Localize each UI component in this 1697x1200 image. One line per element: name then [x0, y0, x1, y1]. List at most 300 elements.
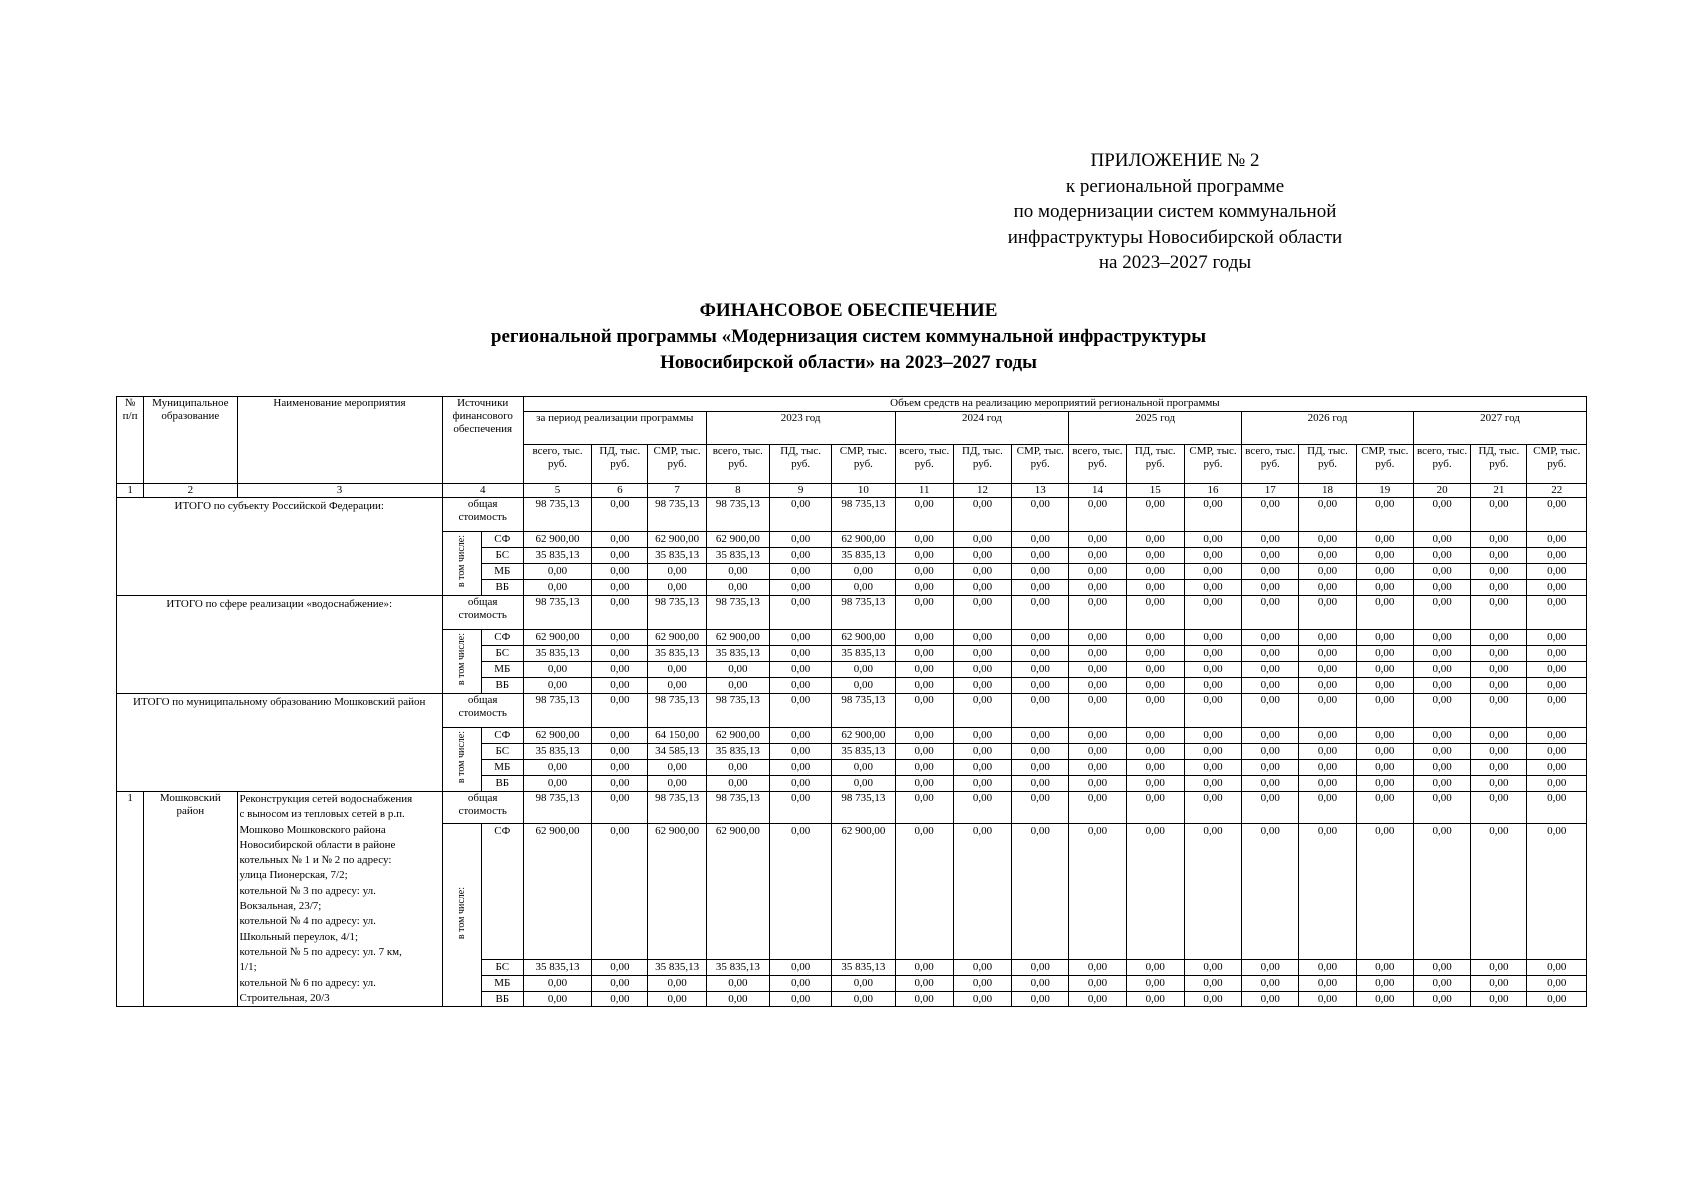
- value-cell: 0,00: [769, 728, 831, 744]
- value-cell: 0,00: [648, 678, 706, 694]
- activity-name-line: Вокзальная, 23/7;: [239, 900, 322, 913]
- activity-name-line: котельной № 3 по адресу: ул.: [239, 884, 376, 897]
- value-cell: 0,00: [1471, 976, 1527, 992]
- value-cell: 0,00: [592, 548, 648, 564]
- financing-table: [116, 396, 1587, 1007]
- total-cost-label: общая стоимость: [442, 498, 523, 532]
- value-cell: 0,00: [769, 744, 831, 760]
- value-cell: 0,00: [1069, 992, 1126, 1007]
- subheader-cell: СМР, тыс. руб.: [1527, 445, 1587, 484]
- value-cell: 62 900,00: [523, 824, 591, 960]
- value-cell: 0,00: [1527, 532, 1587, 548]
- value-cell: 0,00: [1012, 580, 1069, 596]
- activity-name-line: котельной № 6 по адресу: ул.: [239, 976, 376, 989]
- value-cell: 0,00: [1413, 580, 1470, 596]
- subheader-cell: всего, тыс. руб.: [706, 445, 769, 484]
- value-cell: 0,00: [1184, 760, 1241, 776]
- value-cell: 0,00: [1299, 792, 1356, 824]
- source-code: БС: [481, 960, 523, 976]
- source-code: ВБ: [481, 580, 523, 596]
- value-cell: 0,00: [1413, 824, 1470, 960]
- subheader-cell: ПД, тыс. руб.: [1126, 445, 1184, 484]
- value-cell: 0,00: [1413, 976, 1470, 992]
- value-cell: 0,00: [1471, 564, 1527, 580]
- value-cell: 0,00: [1356, 976, 1413, 992]
- value-cell: 0,00: [1242, 776, 1299, 792]
- value-cell: 0,00: [592, 678, 648, 694]
- subheader-cell: СМР, тыс. руб.: [832, 445, 895, 484]
- value-cell: 0,00: [1012, 630, 1069, 646]
- value-cell: 0,00: [832, 580, 895, 596]
- value-cell: 0,00: [1184, 532, 1241, 548]
- value-cell: 0,00: [1299, 744, 1356, 760]
- appendix-line: на 2023–2027 годы: [1098, 252, 1252, 273]
- column-number: 2: [144, 484, 237, 498]
- value-cell: 0,00: [592, 630, 648, 646]
- total-cost-label: общая стоимость: [442, 596, 523, 630]
- value-cell: 0,00: [1356, 548, 1413, 564]
- value-cell: 0,00: [1527, 976, 1587, 992]
- value-cell: 0,00: [1184, 792, 1241, 824]
- value-cell: 0,00: [1356, 792, 1413, 824]
- activity-name: [237, 792, 442, 1007]
- value-cell: 0,00: [1413, 744, 1470, 760]
- value-cell: 0,00: [769, 992, 831, 1007]
- value-cell: 0,00: [1413, 760, 1470, 776]
- value-cell: 0,00: [1413, 960, 1470, 976]
- value-cell: 35 835,13: [706, 646, 769, 662]
- value-cell: 0,00: [1012, 976, 1069, 992]
- value-cell: 0,00: [1069, 792, 1126, 824]
- subheader-cell: всего, тыс. руб.: [1069, 445, 1126, 484]
- column-number: 9: [769, 484, 831, 498]
- value-cell: 0,00: [1527, 662, 1587, 678]
- value-cell: 0,00: [1413, 662, 1470, 678]
- value-cell: 0,00: [592, 564, 648, 580]
- value-cell: 62 900,00: [832, 532, 895, 548]
- value-cell: 0,00: [769, 596, 831, 630]
- value-cell: 0,00: [895, 630, 953, 646]
- value-cell: 0,00: [953, 824, 1011, 960]
- value-cell: 0,00: [1126, 662, 1184, 678]
- value-cell: 0,00: [706, 564, 769, 580]
- value-cell: 98 735,13: [832, 498, 895, 532]
- table-body: [117, 397, 1587, 1007]
- column-number: 12: [953, 484, 1011, 498]
- column-number: 11: [895, 484, 953, 498]
- section-title: ИТОГО по субъекту Российской Федерации:: [117, 498, 443, 596]
- value-cell: 0,00: [1299, 976, 1356, 992]
- value-cell: 0,00: [1299, 662, 1356, 678]
- value-cell: 0,00: [592, 580, 648, 596]
- value-cell: 0,00: [895, 662, 953, 678]
- value-cell: 0,00: [895, 992, 953, 1007]
- value-cell: 98 735,13: [523, 792, 591, 824]
- value-cell: 0,00: [1356, 694, 1413, 728]
- value-cell: 34 585,13: [648, 744, 706, 760]
- value-cell: 0,00: [953, 580, 1011, 596]
- value-cell: 0,00: [1527, 694, 1587, 728]
- value-cell: 62 900,00: [832, 824, 895, 960]
- value-cell: 62 900,00: [706, 824, 769, 960]
- value-cell: 0,00: [1069, 596, 1126, 630]
- value-cell: 0,00: [1413, 678, 1470, 694]
- value-cell: 98 735,13: [648, 596, 706, 630]
- value-cell: 0,00: [1069, 976, 1126, 992]
- value-cell: 0,00: [1126, 548, 1184, 564]
- source-code: МБ: [481, 976, 523, 992]
- value-cell: 0,00: [1471, 678, 1527, 694]
- activity-name-line: 1/1;: [239, 961, 257, 974]
- value-cell: 98 735,13: [706, 694, 769, 728]
- value-cell: 0,00: [1012, 498, 1069, 532]
- column-number: 4: [442, 484, 523, 498]
- value-cell: 0,00: [1299, 646, 1356, 662]
- value-cell: 0,00: [1126, 976, 1184, 992]
- value-cell: 0,00: [1413, 776, 1470, 792]
- value-cell: 0,00: [592, 498, 648, 532]
- value-cell: 0,00: [1299, 580, 1356, 596]
- value-cell: 0,00: [1184, 744, 1241, 760]
- value-cell: 0,00: [592, 960, 648, 976]
- subheader-cell: всего, тыс. руб.: [895, 445, 953, 484]
- value-cell: 0,00: [1069, 694, 1126, 728]
- value-cell: 0,00: [1471, 630, 1527, 646]
- value-cell: 0,00: [1242, 646, 1299, 662]
- value-cell: 0,00: [1012, 662, 1069, 678]
- value-cell: 35 835,13: [523, 960, 591, 976]
- activity-name-line: котельных № 1 и № 2 по адресу:: [239, 854, 392, 867]
- value-cell: 0,00: [769, 960, 831, 976]
- source-code: СФ: [481, 824, 523, 960]
- value-cell: 0,00: [706, 976, 769, 992]
- value-cell: 0,00: [895, 792, 953, 824]
- value-cell: 0,00: [592, 532, 648, 548]
- value-cell: 0,00: [1012, 824, 1069, 960]
- value-cell: 0,00: [895, 548, 953, 564]
- value-cell: 0,00: [1184, 580, 1241, 596]
- value-cell: 0,00: [1299, 992, 1356, 1007]
- value-cell: 0,00: [1012, 728, 1069, 744]
- value-cell: 0,00: [706, 760, 769, 776]
- value-cell: 0,00: [1242, 498, 1299, 532]
- value-cell: 0,00: [1471, 824, 1527, 960]
- value-cell: 0,00: [1242, 992, 1299, 1007]
- value-cell: 0,00: [832, 662, 895, 678]
- value-cell: 0,00: [1126, 792, 1184, 824]
- value-cell: 0,00: [1413, 728, 1470, 744]
- value-cell: 0,00: [1471, 580, 1527, 596]
- value-cell: 0,00: [1012, 792, 1069, 824]
- value-cell: 0,00: [953, 744, 1011, 760]
- value-cell: 35 835,13: [706, 744, 769, 760]
- value-cell: 0,00: [1471, 532, 1527, 548]
- subheader-cell: ПД, тыс. руб.: [592, 445, 648, 484]
- value-cell: 0,00: [1242, 662, 1299, 678]
- column-number: 13: [1012, 484, 1069, 498]
- value-cell: 0,00: [895, 646, 953, 662]
- value-cell: 0,00: [1356, 596, 1413, 630]
- value-cell: 0,00: [1413, 498, 1470, 532]
- source-code: ВБ: [481, 776, 523, 792]
- header-municipality: Муниципальное образование: [144, 397, 237, 484]
- value-cell: 62 900,00: [832, 728, 895, 744]
- value-cell: 0,00: [1242, 824, 1299, 960]
- value-cell: 0,00: [1356, 662, 1413, 678]
- activity-number: 1: [117, 792, 144, 1007]
- value-cell: 0,00: [1069, 564, 1126, 580]
- activity-total-row: [117, 792, 1587, 824]
- activity-name-line: Школьный переулок, 4/1;: [239, 930, 359, 943]
- value-cell: 0,00: [1012, 776, 1069, 792]
- subheader-cell: СМР, тыс. руб.: [1356, 445, 1413, 484]
- value-cell: 0,00: [1126, 630, 1184, 646]
- value-cell: 0,00: [895, 564, 953, 580]
- value-cell: 0,00: [1012, 596, 1069, 630]
- value-cell: 0,00: [1299, 678, 1356, 694]
- including-label-cell: [442, 728, 481, 792]
- column-number: 22: [1527, 484, 1587, 498]
- value-cell: 0,00: [1356, 646, 1413, 662]
- value-cell: 62 900,00: [706, 630, 769, 646]
- value-cell: 0,00: [1356, 532, 1413, 548]
- value-cell: 62 900,00: [648, 824, 706, 960]
- value-cell: 0,00: [1299, 760, 1356, 776]
- value-cell: 0,00: [1184, 548, 1241, 564]
- value-cell: 35 835,13: [523, 744, 591, 760]
- value-cell: 98 735,13: [523, 498, 591, 532]
- value-cell: 0,00: [832, 776, 895, 792]
- value-cell: 0,00: [1356, 960, 1413, 976]
- value-cell: 0,00: [1413, 646, 1470, 662]
- value-cell: 0,00: [648, 992, 706, 1007]
- subheader-cell: всего, тыс. руб.: [1413, 445, 1470, 484]
- value-cell: 35 835,13: [648, 960, 706, 976]
- value-cell: 0,00: [1012, 548, 1069, 564]
- appendix-block: [965, 148, 1385, 276]
- value-cell: 0,00: [769, 498, 831, 532]
- value-cell: 0,00: [1242, 760, 1299, 776]
- value-cell: 0,00: [1069, 960, 1126, 976]
- value-cell: 0,00: [1184, 992, 1241, 1007]
- value-cell: 0,00: [1126, 678, 1184, 694]
- value-cell: 0,00: [1012, 646, 1069, 662]
- value-cell: 0,00: [895, 976, 953, 992]
- activity-name-line: Реконструкция сетей водоснабжения: [239, 793, 413, 805]
- source-code: СФ: [481, 728, 523, 744]
- value-cell: 0,00: [953, 960, 1011, 976]
- value-cell: 0,00: [769, 824, 831, 960]
- source-code: СФ: [481, 630, 523, 646]
- value-cell: 0,00: [1471, 744, 1527, 760]
- column-number: 17: [1242, 484, 1299, 498]
- value-cell: 0,00: [1242, 678, 1299, 694]
- value-cell: 0,00: [1527, 744, 1587, 760]
- header-period: 2027 год: [1413, 412, 1586, 445]
- value-cell: 0,00: [523, 992, 591, 1007]
- value-cell: 0,00: [1242, 532, 1299, 548]
- value-cell: 0,00: [769, 776, 831, 792]
- value-cell: 0,00: [706, 678, 769, 694]
- value-cell: 0,00: [953, 630, 1011, 646]
- value-cell: 64 150,00: [648, 728, 706, 744]
- activity-name-line: Новосибирской области в районе: [239, 838, 396, 851]
- value-cell: 0,00: [1356, 678, 1413, 694]
- value-cell: 0,00: [1242, 960, 1299, 976]
- source-code: БС: [481, 646, 523, 662]
- source-code: МБ: [481, 760, 523, 776]
- activity-name-line: котельной № 5 по адресу: ул. 7 км,: [239, 945, 402, 958]
- subheader-cell: ПД, тыс. руб.: [769, 445, 831, 484]
- value-cell: 0,00: [1126, 992, 1184, 1007]
- value-cell: 0,00: [1184, 596, 1241, 630]
- value-cell: 0,00: [1126, 532, 1184, 548]
- value-cell: 0,00: [1413, 630, 1470, 646]
- value-cell: 0,00: [1299, 548, 1356, 564]
- value-cell: 0,00: [523, 776, 591, 792]
- value-cell: 0,00: [648, 580, 706, 596]
- value-cell: 0,00: [1299, 630, 1356, 646]
- value-cell: 0,00: [895, 596, 953, 630]
- value-cell: 0,00: [1126, 824, 1184, 960]
- value-cell: 0,00: [1299, 596, 1356, 630]
- appendix-line: инфраструктуры Новосибирской области: [1007, 226, 1343, 248]
- value-cell: 0,00: [1527, 960, 1587, 976]
- value-cell: 0,00: [1184, 498, 1241, 532]
- value-cell: 0,00: [1069, 662, 1126, 678]
- value-cell: 0,00: [1527, 646, 1587, 662]
- value-cell: 98 735,13: [832, 596, 895, 630]
- value-cell: 98 735,13: [648, 694, 706, 728]
- value-cell: 0,00: [1126, 744, 1184, 760]
- source-code: БС: [481, 548, 523, 564]
- value-cell: 0,00: [953, 694, 1011, 728]
- appendix-line: по модернизации систем коммунальной: [1013, 201, 1337, 222]
- source-code: БС: [481, 744, 523, 760]
- value-cell: 0,00: [895, 694, 953, 728]
- value-cell: 98 735,13: [832, 792, 895, 824]
- value-cell: 0,00: [895, 960, 953, 976]
- value-cell: 0,00: [706, 992, 769, 1007]
- value-cell: 0,00: [1184, 976, 1241, 992]
- document-title: [0, 298, 1697, 376]
- value-cell: 0,00: [1242, 580, 1299, 596]
- value-cell: 0,00: [895, 678, 953, 694]
- value-cell: 35 835,13: [523, 548, 591, 564]
- subheader-cell: ПД, тыс. руб.: [953, 445, 1011, 484]
- value-cell: 0,00: [1356, 744, 1413, 760]
- value-cell: 0,00: [769, 548, 831, 564]
- column-number-row: [117, 484, 1587, 498]
- value-cell: 0,00: [1471, 548, 1527, 564]
- subheader-cell: ПД, тыс. руб.: [1299, 445, 1356, 484]
- value-cell: 0,00: [1471, 498, 1527, 532]
- including-label: в том числе:: [455, 887, 467, 940]
- value-cell: 0,00: [1413, 564, 1470, 580]
- value-cell: 0,00: [1471, 760, 1527, 776]
- subheader-cell: всего, тыс. руб.: [1242, 445, 1299, 484]
- value-cell: 0,00: [953, 596, 1011, 630]
- value-cell: 0,00: [592, 662, 648, 678]
- value-cell: 0,00: [1471, 662, 1527, 678]
- value-cell: 0,00: [523, 976, 591, 992]
- subheader-cell: СМР, тыс. руб.: [1184, 445, 1241, 484]
- column-number: 16: [1184, 484, 1241, 498]
- value-cell: 0,00: [523, 580, 591, 596]
- value-cell: 0,00: [648, 564, 706, 580]
- value-cell: 0,00: [1356, 564, 1413, 580]
- value-cell: 0,00: [1299, 564, 1356, 580]
- value-cell: 0,00: [1356, 630, 1413, 646]
- value-cell: 0,00: [895, 744, 953, 760]
- subheader-cell: СМР, тыс. руб.: [1012, 445, 1069, 484]
- value-cell: 0,00: [769, 662, 831, 678]
- column-number: 20: [1413, 484, 1470, 498]
- value-cell: 0,00: [1069, 744, 1126, 760]
- column-number: 7: [648, 484, 706, 498]
- value-cell: 0,00: [592, 728, 648, 744]
- value-cell: 35 835,13: [832, 960, 895, 976]
- column-number: 6: [592, 484, 648, 498]
- value-cell: 0,00: [1471, 992, 1527, 1007]
- value-cell: 0,00: [769, 678, 831, 694]
- value-cell: 0,00: [953, 548, 1011, 564]
- value-cell: 0,00: [1527, 548, 1587, 564]
- column-number: 8: [706, 484, 769, 498]
- value-cell: 0,00: [953, 498, 1011, 532]
- section-total-row: [117, 694, 1587, 728]
- value-cell: 0,00: [832, 760, 895, 776]
- value-cell: 0,00: [895, 776, 953, 792]
- value-cell: 0,00: [706, 580, 769, 596]
- value-cell: 0,00: [1242, 792, 1299, 824]
- value-cell: 0,00: [953, 776, 1011, 792]
- value-cell: 0,00: [592, 760, 648, 776]
- value-cell: 0,00: [1242, 976, 1299, 992]
- value-cell: 0,00: [1413, 532, 1470, 548]
- value-cell: 0,00: [592, 992, 648, 1007]
- value-cell: 98 735,13: [648, 792, 706, 824]
- value-cell: 0,00: [1069, 776, 1126, 792]
- value-cell: 98 735,13: [706, 596, 769, 630]
- value-cell: 0,00: [592, 646, 648, 662]
- value-cell: 62 900,00: [832, 630, 895, 646]
- value-cell: 0,00: [1069, 580, 1126, 596]
- header-period: 2025 год: [1069, 412, 1242, 445]
- source-code: МБ: [481, 564, 523, 580]
- value-cell: 62 900,00: [523, 728, 591, 744]
- value-cell: 0,00: [1413, 694, 1470, 728]
- value-cell: 62 900,00: [523, 630, 591, 646]
- activity-name-line: улица Пионерская, 7/2;: [239, 869, 348, 882]
- value-cell: 0,00: [769, 760, 831, 776]
- value-cell: 98 735,13: [706, 498, 769, 532]
- total-cost-label: общая стоимость: [442, 792, 523, 824]
- subheader-cell: всего, тыс. руб.: [523, 445, 591, 484]
- value-cell: 0,00: [1413, 992, 1470, 1007]
- value-cell: 0,00: [1012, 760, 1069, 776]
- value-cell: 0,00: [769, 694, 831, 728]
- total-cost-label: общая стоимость: [442, 694, 523, 728]
- value-cell: 0,00: [1299, 728, 1356, 744]
- appendix-line: к региональной программе: [1065, 175, 1285, 197]
- value-cell: 0,00: [1527, 498, 1587, 532]
- source-code: ВБ: [481, 992, 523, 1007]
- subheader-cell: СМР, тыс. руб.: [648, 445, 706, 484]
- value-cell: 0,00: [1356, 776, 1413, 792]
- including-label: в том числе:: [455, 633, 467, 686]
- activity-name-line: Строительная, 20/3: [239, 991, 330, 1004]
